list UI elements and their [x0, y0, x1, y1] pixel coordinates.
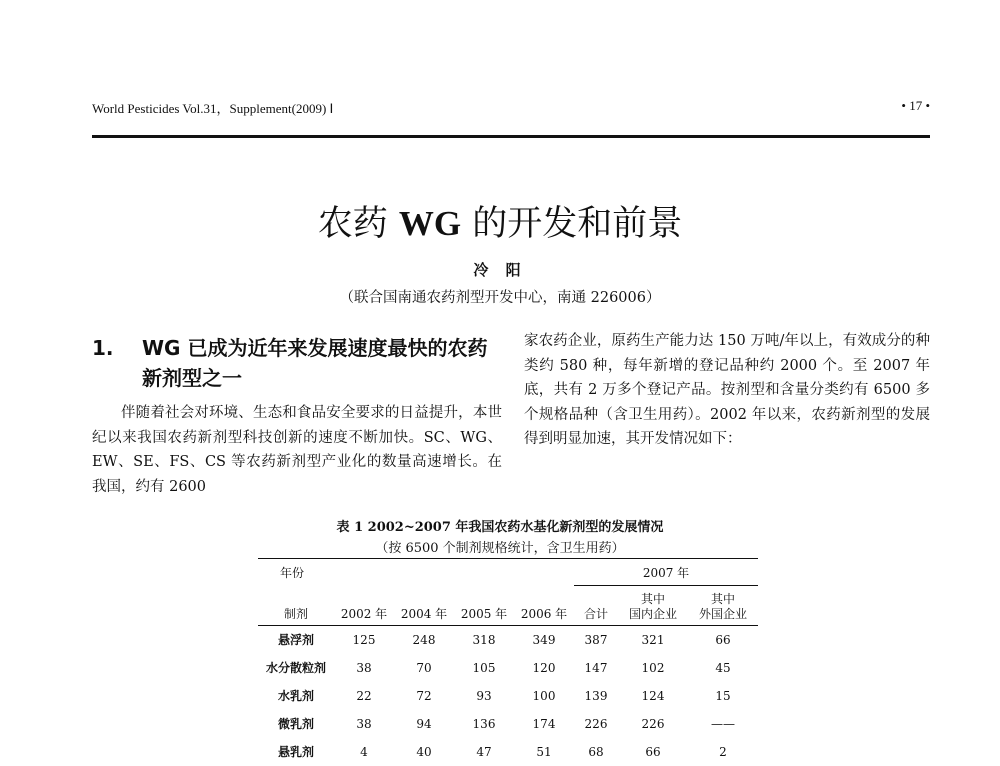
table-cell: 38	[356, 660, 372, 675]
corner-top: 年份	[280, 565, 305, 580]
journal-info: World Pesticides Vol.31，Supplement(2009) Ⅰ	[92, 101, 334, 116]
table-cell: 51	[536, 744, 552, 759]
header-rule	[92, 135, 930, 138]
table-cell: 387	[584, 632, 608, 647]
table-cell: 174	[532, 716, 556, 731]
title-suffix: 的开发和前景	[461, 204, 683, 244]
paragraph-left: 伴随着社会对环境、生态和食品安全要求的日益提升，本世纪以来我国农药新剂型科技创新的速度不断加快。SC、WG、EW、SE、FS、CS 等农药新剂型产业化的数量高速增长。在我国，约有 2600	[92, 405, 502, 495]
table-cell: 321	[641, 632, 665, 647]
paragraph-right: 家农药企业，原药生产能力达 150 万吨/年以上，有效成分的种类约 580 种，每年新增的登记品种约 2000 个。至 2007 年底，共有 2 万多个登记产品。按剂型和含量分类约有 6500 多个规格品种（含卫生用药）。2002 年以来，农药新剂型的发展得到明显加速，其开发情况如下：	[524, 333, 930, 447]
running-head	[92, 98, 930, 117]
table-cell: 40	[416, 744, 432, 759]
table-cell: 66	[715, 632, 731, 647]
article-title	[0, 196, 1000, 246]
title-bold: WG	[398, 204, 462, 243]
table-subcaption: （按 6500 个制剂规格统计，含卫生用药）	[375, 541, 625, 556]
table-cell: 15	[715, 688, 731, 703]
table-row	[258, 682, 758, 710]
col-header: 2005 年	[460, 606, 508, 621]
table-cell: 100	[532, 688, 556, 703]
section-heading	[92, 333, 502, 393]
row-label: 悬浮剂	[277, 633, 314, 647]
section-number: 1.	[92, 336, 114, 360]
col-header: 合计	[583, 606, 608, 621]
table-cell: ——	[711, 716, 735, 731]
table-cell: 226	[584, 716, 608, 731]
col-header: 其中 国内企业	[628, 591, 677, 621]
table-cell: 70	[416, 660, 432, 675]
table-cell: 38	[356, 716, 372, 731]
header-row-2	[258, 586, 758, 626]
table-cell: 318	[472, 632, 496, 647]
table-cell: 105	[472, 660, 496, 675]
table-cell: 124	[641, 688, 665, 703]
table-cell: 66	[645, 744, 661, 759]
table-cell: 47	[476, 744, 492, 759]
page-number: • 17 •	[901, 98, 930, 113]
right-column	[524, 329, 930, 452]
table-cell: 147	[584, 660, 608, 675]
title-prefix: 农药	[317, 204, 399, 244]
table-row	[258, 625, 758, 654]
table-cell: 93	[476, 688, 492, 703]
table-cell: 120	[532, 660, 556, 675]
table-cell: 102	[641, 660, 665, 675]
table-cell: 248	[412, 632, 436, 647]
table-cell: 45	[715, 660, 731, 675]
data-table	[258, 558, 758, 766]
table-cell: 139	[584, 688, 608, 703]
header-row-1	[258, 559, 758, 586]
table-cell: 136	[472, 716, 496, 731]
table-row	[258, 710, 758, 738]
table-cell: 72	[416, 688, 432, 703]
table-cell: 22	[356, 688, 372, 703]
table-cell: 125	[352, 632, 376, 647]
table-cell: 349	[532, 632, 556, 647]
table-cell: 68	[588, 744, 604, 759]
row-label: 悬乳剂	[277, 745, 314, 759]
table-cell: 2	[719, 744, 727, 759]
table-caption: 表 1 2002~2007 年我国农药水基化新剂型的发展情况	[336, 520, 664, 535]
col-header: 2002 年	[340, 606, 388, 621]
section-title: WG 已成为近年来发展速度最快的农药新剂型之一	[142, 336, 488, 390]
col-header: 其中 外国企业	[698, 591, 747, 621]
row-label: 水分散粒剂	[265, 661, 326, 675]
left-column	[92, 333, 502, 499]
col-header: 2004 年	[400, 606, 448, 621]
corner-bottom: 制剂	[283, 606, 308, 621]
table-cell: 4	[360, 744, 368, 759]
row-label: 水乳剂	[277, 689, 314, 703]
table-row	[258, 654, 758, 682]
table-cell: 94	[416, 716, 432, 731]
affiliation: （联合国南通农药剂型开发中心，南通 226006）	[339, 290, 661, 306]
group-header: 2007 年	[574, 559, 758, 586]
table-row	[258, 738, 758, 766]
author: 冷 阳	[473, 261, 527, 279]
row-label: 微乳剂	[277, 717, 314, 731]
col-header: 2006 年	[520, 606, 568, 621]
table-cell: 226	[641, 716, 665, 731]
